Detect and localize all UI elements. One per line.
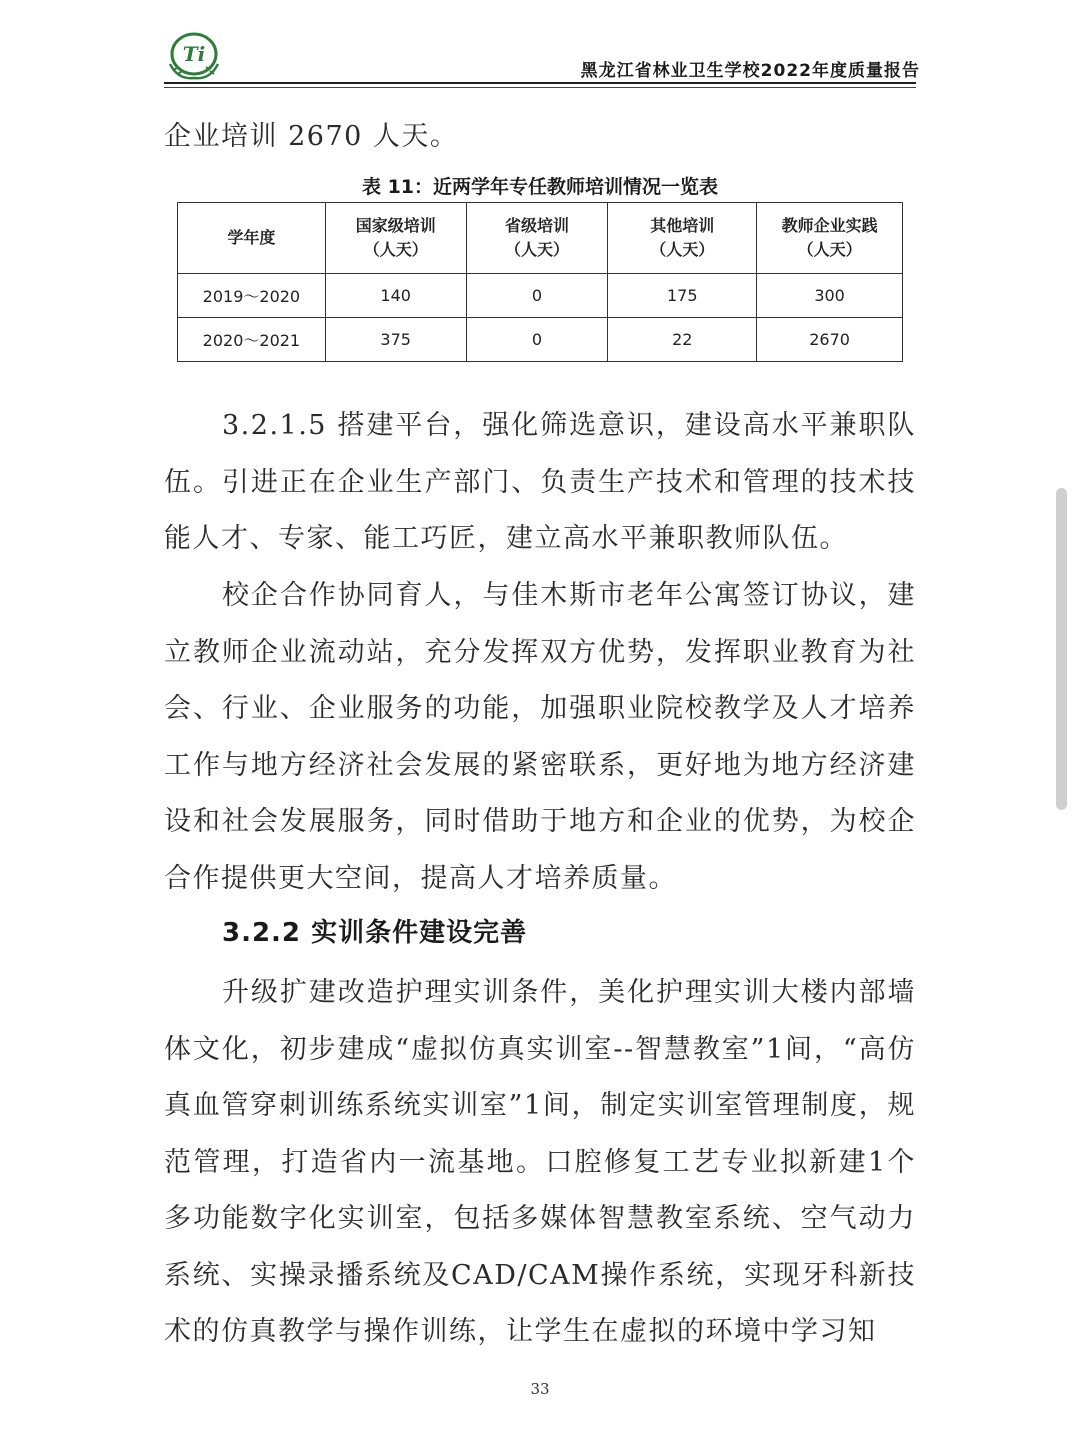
table-header-row	[178, 203, 903, 274]
table-cell: 2019～2020	[178, 274, 326, 318]
svg-text:Ti: Ti	[182, 42, 206, 66]
column-header: 其他培训 （人天）	[608, 203, 757, 274]
section-heading: 3.2.2 实训条件建设完善	[222, 918, 528, 948]
table-cell: 2670	[757, 318, 903, 362]
table-cell: 0	[466, 274, 608, 318]
table-cell: 0	[466, 318, 608, 362]
table-cell: 22	[608, 318, 757, 362]
column-header: 教师企业实践 （人天）	[757, 203, 903, 274]
header-divider-thin	[164, 87, 916, 88]
column-header: 国家级培训 （人天）	[325, 203, 466, 274]
table-cell: 140	[325, 274, 466, 318]
paragraph-training-conditions: 升级扩建改造护理实训条件，美化护理实训大楼内部墙体文化，初步建成“虚拟仿真实训室--智慧教室”1间，“高仿真血管穿刺训练系统实训室”1间，制定实训室管理制度，规范管理，打造省内一流基地。口腔修复工艺专业拟新建1个多功能数字化实训室，包括多媒体智慧教室系统、空气动力系统、实操录播系统及CAD/CAM操作系统，实现牙科新技术的仿真教学与操作训练，让学生在虚拟的环境中学习知	[164, 977, 916, 1347]
table-cell: 2020～2021	[178, 318, 326, 362]
intro-line: 企业培训 2670 人天。	[164, 121, 459, 152]
page-header-title: 黑龙江省林业卫生学校2022年度质量报告	[580, 61, 920, 81]
column-header: 省级培训 （人天）	[466, 203, 608, 274]
scrollbar-thumb[interactable]	[1056, 488, 1067, 810]
table-cell: 175	[608, 274, 757, 318]
header-divider	[164, 82, 916, 84]
table-row	[178, 318, 903, 362]
column-header: 学年度	[178, 203, 326, 274]
paragraph-school-enterprise: 校企合作协同育人，与佳木斯市老年公寓签订协议，建立教师企业流动站，充分发挥双方优势，发挥职业教育为社会、行业、企业服务的功能，加强职业院校教学及人才培养工作与地方经济社会发展的紧密联系，更好地为地方经济建设和社会发展服务，同时借助于地方和企业的优势，为校企合作提供更大空间，提高人才培养质量。	[164, 580, 916, 894]
paragraph-part-time-team: 3.2.1.5 搭建平台，强化筛选意识，建设高水平兼职队伍。引进正在企业生产部门、负责生产技术和管理的技术技能人才、专家、能工巧匠，建立高水平兼职教师队伍。	[164, 410, 916, 554]
training-table	[177, 202, 903, 362]
table-row	[178, 274, 903, 318]
school-emblem-icon	[164, 30, 224, 82]
table-caption: 表 11：近两学年专任教师培训情况一览表	[361, 176, 719, 198]
table-cell: 300	[757, 274, 903, 318]
page-number: 33	[530, 1380, 550, 1398]
table-cell: 375	[325, 318, 466, 362]
